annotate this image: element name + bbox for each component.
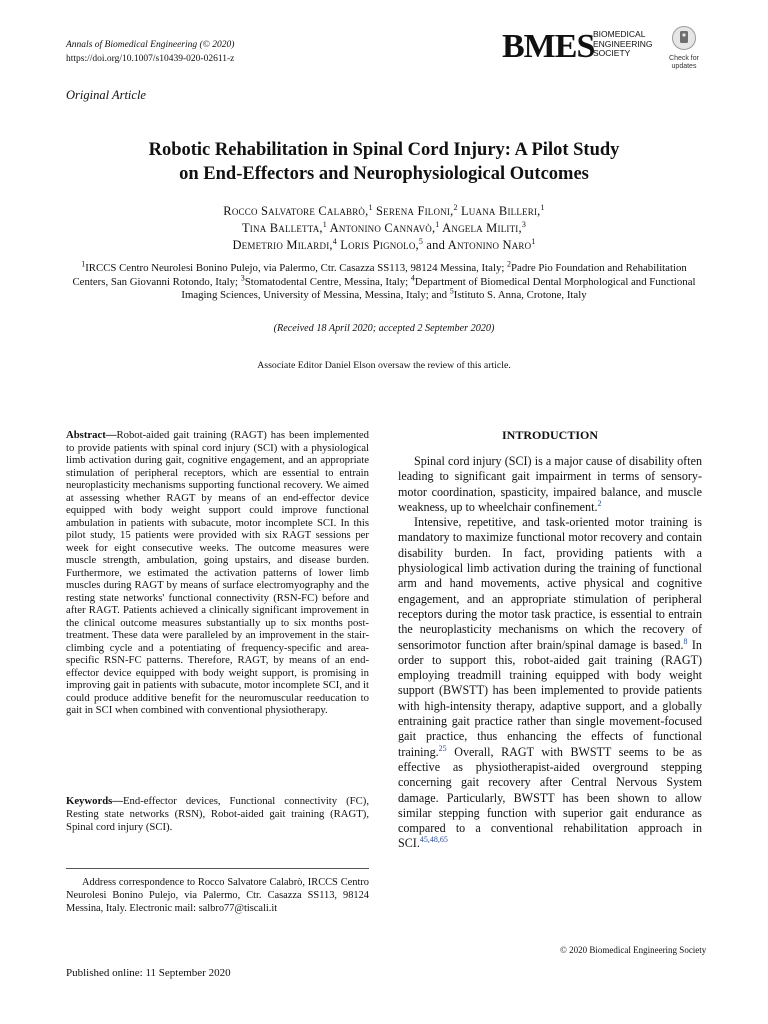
article-title	[66, 138, 702, 186]
paragraph-text: Intensive, repetitive, and task-oriented motor training is mandatory to maximize functional motor recovery and contain disability burden. In fact, providing patients with a physiological limb activation during the training of functional arm and hand movements, active physical and cognitive engagement, and an appropriate stimulation of peripheral receptors during the motor task practice, is essential to entrain the neuroplasticity mechanisms on which the recovery of sensorimotor function after brain/spinal damage is based.	[398, 515, 702, 652]
affiliation-number: 1	[81, 259, 86, 269]
author-name: Antonino Naro	[447, 238, 532, 252]
abstract-text: Robot-aided gait training (RAGT) has been implemented to provide patients with spinal cord injury (SCI) with a physiological limb activation during gait, cognitive engagement, and an appropriate stimulation of peripheral receptors, which are essential to entrain neuroplasticity mechanisms supporting functional recovery. We aimed at assessing whether RAGT by means of an end-effector device equipped with body weight support could improve functional ambulation in patients with subacute, motor incomplete SCI. In this pilot study, 15 patients were provided with six RAGT sessions per week for eight consecutive weeks. The outcome measures were muscle strength, ambulation, going upstairs, and disease burden. Furthermore, we estimated the activation patterns of lower limb muscles during RAGT by means of surface electromyography and the resting state networks' functional connectivity (RSN-FC) before and after RAGT. Patients achieved a clinically significant improvement in the clinical outcome measures substantially up to six months post-treatment. These data were paralleled by an improvement in the stair-climbing cycle and a potentiating of frequency-specific and area-specific RSN-FC patterns. Therefore, RAGT, by means of an end-effector device equipped with body weight support, is promising in improving gait in patients with subacute, motor incomplete SCI, and it could produce additive benefit for the neuromuscular reeducation to gait in SCI when combined with conventional physiotherapy.	[66, 429, 369, 716]
affiliation-text: Department of Biomedical Dental Morphological and Functional Imaging Sciences, University of Messina, Messina, Italy; and	[181, 275, 696, 301]
affiliation-number: 2	[507, 259, 512, 269]
affiliation-text: IRCCS Centro Neurolesi Bonino Pulejo, via Palermo, Ctr. Casazza SS113, 98124 Messina, Italy;	[85, 262, 508, 274]
section-heading-introduction: INTRODUCTION	[501, 428, 598, 442]
logo-line: BIOMEDICAL	[593, 29, 646, 39]
journal-header	[66, 38, 234, 66]
doi-link[interactable]: https://doi.org/10.1007/s10439-020-02611-z	[66, 54, 235, 64]
paragraph-text: Spinal cord injury (SCI) is a major cause of disability often leading to significant gait impairment in terms of sensory-motor coordination, spasticity, impaired balance, and muscle weakness, up to wheelchair confinement.	[398, 454, 702, 514]
author-line	[66, 220, 702, 237]
article-type: Original Article	[66, 88, 146, 102]
affiliation-number: 3	[240, 272, 245, 282]
logo-line: ENGINEERING	[593, 38, 653, 49]
author-affiliation-mark: 1	[368, 202, 373, 212]
author-affiliation-mark: 1	[540, 202, 545, 212]
paragraph-text: In order to support this, robot-aided gait training (RAGT) employing treadmill training equipped with body weight support (BWSTT) has been implemented to provide patients with high-intensity therapy, adaptive support, and a globally entraining gait practice rather than single movement-focused gait practice, thus enhancing the effects of functional training.	[398, 637, 702, 759]
logo-line: SOCIETY	[593, 48, 631, 58]
published-date: Published online: 11 September 2020	[66, 967, 231, 979]
author-line	[66, 203, 702, 220]
correspondence-address: Address correspondence to Rocco Salvatore Calabrò, IRCCS Centro Neurolesi Bonino Pulejo, via Palermo, Ctr. Casazza SS113, 98124 Messina, Italy. Electronic mail: salbro77@tiscali.it	[66, 877, 369, 914]
author-name: Demetrio Milardi,	[232, 238, 333, 252]
paragraph	[398, 515, 702, 852]
check-updates-label: Check for	[669, 55, 699, 62]
journal-name: Annals of Biomedical Engineering (© 2020)	[66, 40, 235, 50]
affiliations	[66, 259, 702, 303]
author-affiliation-mark: 1	[322, 219, 327, 229]
author-affiliation-mark: 1	[435, 219, 440, 229]
title-line: on End-Effectors and Neurophysiological Outcomes	[179, 164, 589, 184]
abstract-label: Abstract—	[66, 429, 117, 441]
keywords	[66, 795, 369, 834]
author-affiliation-mark: 4	[332, 236, 337, 246]
affiliation-text: Padre Pio Foundation and Rehabilitation Centers, San Giovanni Rotondo, Italy;	[72, 262, 687, 288]
author-name: Antonino Cannavò,	[329, 221, 436, 235]
author-name: Tina Balletta,	[241, 221, 323, 235]
author-affiliation-mark: 3	[521, 219, 527, 229]
check-updates-label: updates	[671, 62, 697, 70]
author-name: Serena Filoni,	[375, 204, 454, 218]
author-connector: and	[426, 238, 446, 252]
affiliation-number: 5	[449, 286, 454, 296]
author-name: Angela Militi,	[442, 221, 522, 235]
bmes-logo	[502, 26, 662, 66]
citation-link[interactable]: 2	[597, 498, 602, 508]
received-accepted-dates: (Received 18 April 2020; accepted 2 September 2020)	[273, 323, 495, 334]
author-affiliation-mark: 2	[453, 202, 458, 212]
copyright-notice: © 2020 Biomedical Engineering Society	[560, 945, 707, 955]
keywords-text: End-effector devices, Functional connectivity (FC), Resting state networks (RSN), Robot-aided gait training (RAGT), Spinal cord injury (SCI).	[66, 795, 369, 833]
citation-link[interactable]: 8	[683, 636, 688, 646]
author-line	[66, 237, 702, 254]
footnote-divider	[66, 868, 369, 869]
citation-link[interactable]: 25	[438, 743, 447, 753]
introduction-body	[398, 454, 702, 852]
title-line: Robotic Rehabilitation in Spinal Cord Injury: A Pilot Study	[148, 140, 620, 160]
affiliation-text: Stomatodental Centre, Messina, Italy;	[244, 275, 411, 288]
author-name: Rocco Salvatore Calabrò,	[223, 204, 369, 218]
paragraph-text: Overall, RAGT with BWSTT seems to be as effective as physiotherapist-aided overground stepping concerning gait recovery after Central Nervous System damage. Particularly, BWSTT has been shown to allow similar stepping function with superior gait endurance as compared to a conventional rehabilitation approach in SCI.	[398, 744, 702, 851]
abstract	[66, 429, 369, 717]
author-name: Luana Billeri,	[460, 204, 541, 218]
editor-note: Associate Editor Daniel Elson oversaw the review of this article.	[257, 360, 511, 371]
citation-link[interactable]: 45,48,65	[419, 835, 448, 845]
bmes-logo-subtitle	[593, 30, 653, 59]
keywords-label: Keywords—	[66, 795, 123, 807]
affiliation-number: 4	[410, 272, 415, 282]
check-updates-icon	[672, 26, 696, 50]
author-list	[66, 203, 702, 254]
bmes-logo-text: BMES	[502, 28, 595, 65]
paragraph	[398, 454, 702, 515]
affiliation-text: Istituto S. Anna, Crotone, Italy	[453, 289, 587, 301]
author-affiliation-mark: 5	[418, 236, 424, 246]
author-name: Loris Pignolo,	[340, 238, 419, 252]
author-affiliation-mark: 1	[531, 236, 536, 246]
check-for-updates-badge[interactable]	[667, 26, 701, 70]
